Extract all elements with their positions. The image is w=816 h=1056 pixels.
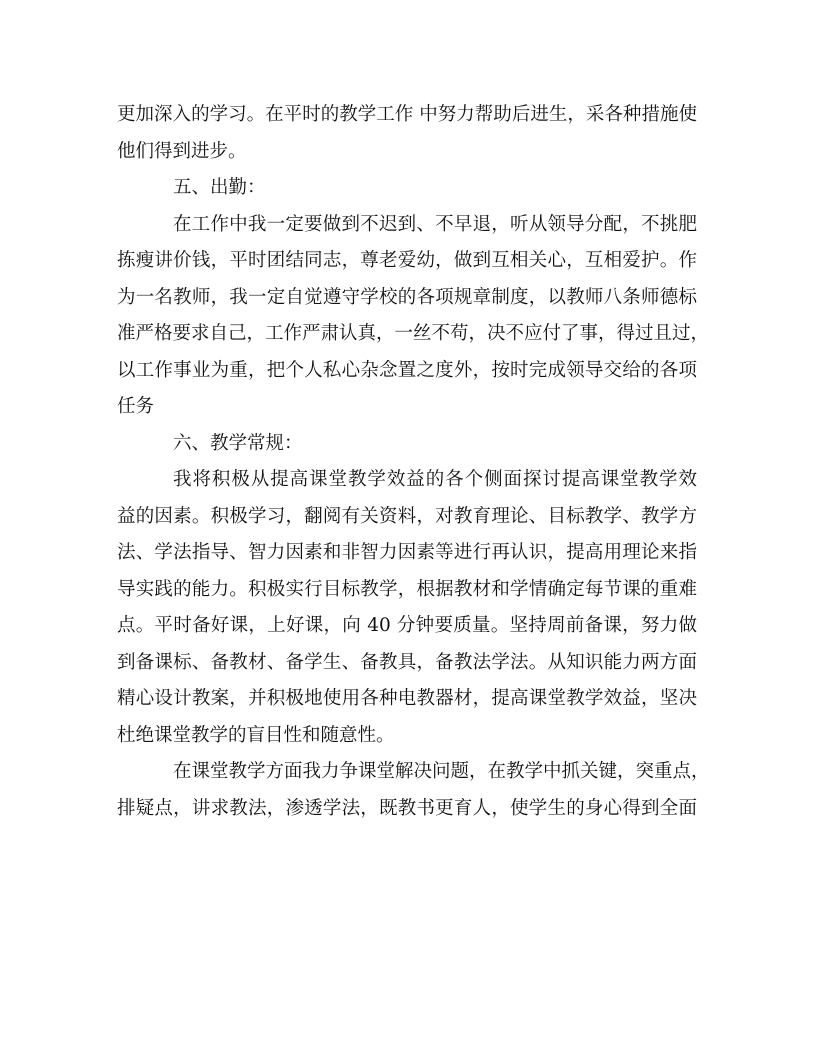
text-line: 益的因素。积极学习，翻阅有关资料，对教育理论、目标教学、教学方 xyxy=(117,505,697,527)
text-line: 拣瘦讲价钱，平时团结同志，尊老爱幼，做到互相关心，互相爱护。作 xyxy=(117,250,697,271)
text-line: 以工作事业为重，把个人私心杂念置之度外，按时完成领导交给的各项 xyxy=(117,359,697,381)
text-line: 准严格要求自己，工作严肃认真，一丝不苟，决不应付了事，得过且过， xyxy=(117,323,710,344)
text-line: 导实践的能力。积极实行目标教学，根据教材和学情确定每节课的重难 xyxy=(117,578,697,600)
text-line: 更加深入的学习。在平时的教学工作 中努力帮助后进生，采各种措施使 xyxy=(117,104,697,125)
text-line: 我将积极从提高课堂教学效益的各个侧面探讨提高课堂教学效 xyxy=(173,469,697,490)
text-line: 到备课标、备教材、备学生、备教具，备教法学法。从知识能力两方面 xyxy=(117,651,697,673)
text-line: 在工作中我一定要做到不迟到、不早退，听从领导分配，不挑肥 xyxy=(173,213,697,235)
text-line: 他们得到进步。 xyxy=(117,140,247,162)
text-line: 点。平时备好课，上好课，向 40 分钟要质量。坚持周前备课，努力做 xyxy=(117,615,697,636)
section-heading-attendance: 五、出勤： xyxy=(173,177,266,198)
section-heading-teaching-routine: 六、教学常规： xyxy=(173,432,303,454)
text-line: 法、学法指导、智力因素和非智力因素等进行再认识，提高用理论来指 xyxy=(117,542,697,563)
text-line: 任务 xyxy=(117,396,155,417)
text-line: 为一名教师，我一定自觉遵守学校的各项规章制度，以教师八条师德标 xyxy=(117,286,697,308)
document-body xyxy=(117,97,710,827)
text-line: 排疑点，讲求教法，渗透学法，既教书更育人，使学生的身心得到全面 xyxy=(117,797,697,819)
text-line: 精心设计教案，并积极地使用各种电教器材，提高课堂教学效益，坚决 xyxy=(117,688,697,709)
text-line: 杜绝课堂教学的盲目性和随意性。 xyxy=(117,724,395,746)
text-line: 在课堂教学方面我力争课堂解决问题，在教学中抓关键，突重点， xyxy=(173,761,710,782)
